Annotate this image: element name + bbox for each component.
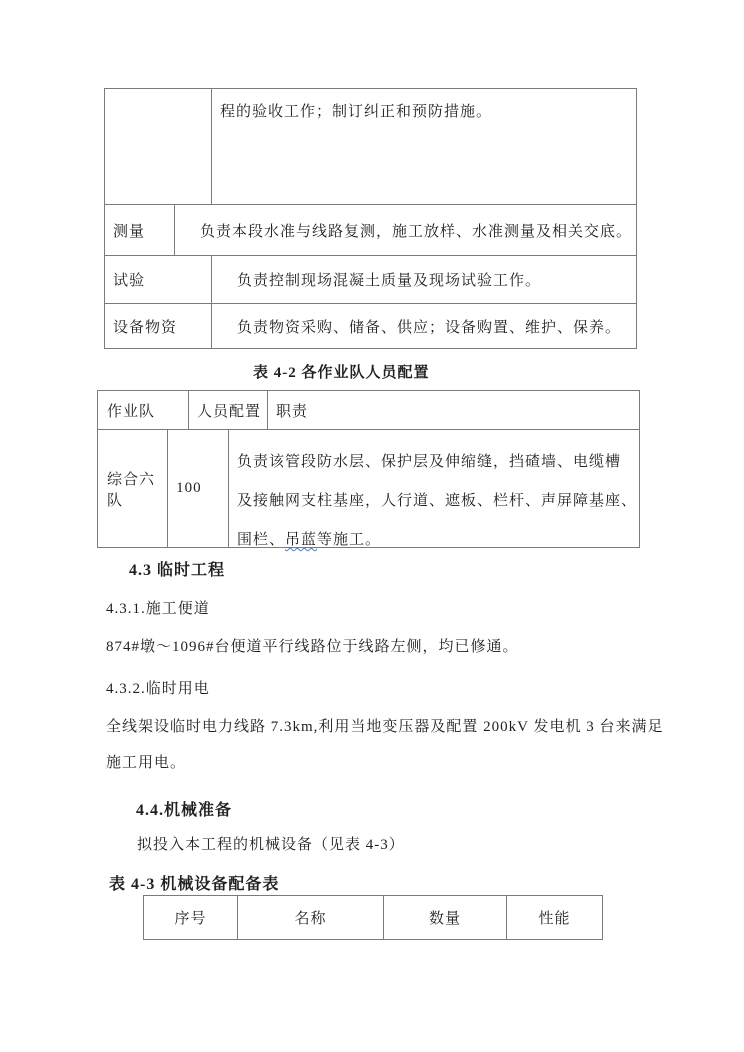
role-name-cell: 测量 (105, 205, 175, 255)
table-row (105, 303, 636, 348)
table-4-3-caption: 表 4-3 机械设备配备表 (109, 876, 280, 893)
column-header-team: 作业队 (98, 391, 189, 429)
table-row (105, 204, 636, 255)
paragraph-haul-road: 874#墩～1096#台便道平行线路位于线路左侧，均已修通。 (106, 639, 519, 655)
duty-line: 负责该管段防水层、保护层及伸缩缝，挡碴墙、电缆槽 (236, 454, 621, 470)
table-4-2-caption: 表 4-2 各作业队人员配置 (253, 365, 430, 381)
role-desc-cell: 负责物资采购、储备、供应；设备购置、维护、保养。 (237, 319, 622, 336)
duty-line-fragment: 围栏、 (236, 532, 285, 548)
role-name-cell: 试验 (105, 256, 212, 303)
role-desc-cell: 负责本段水准与线路复测，施工放样、水准测量及相关交底。 (199, 223, 632, 240)
team-name-cell: 综合六队 (98, 430, 168, 547)
role-desc-cell: 程的验收工作；制订纠正和预防措施。 (220, 104, 493, 120)
table-row (98, 430, 639, 547)
duty-line-fragment: 等施工。 (317, 532, 382, 548)
equipment-table (143, 895, 603, 940)
duty-line: 及接触网支柱基座，人行道、遮板、栏杆、声屏障基座、 (236, 493, 637, 509)
section-4-3-heading: 4.3 临时工程 (129, 562, 226, 579)
duty-cell (229, 430, 639, 547)
role-name-cell (105, 89, 212, 204)
paragraph-machinery-intro: 拟投入本工程的机械设备（见表 4-3） (137, 837, 405, 853)
duty-line (237, 521, 637, 560)
column-header-quantity: 数量 (384, 896, 507, 939)
column-header-name: 名称 (238, 896, 384, 939)
headcount-cell: 100 (168, 430, 229, 547)
role-name-cell: 设备物资 (105, 304, 212, 348)
table-row (105, 89, 636, 204)
column-header-headcount: 人员配置 (189, 391, 268, 429)
paragraph-temp-power-line1: 全线架设临时电力线路 7.3km,利用当地变压器及配置 200kV 发电机 3 台来满足 (106, 719, 664, 735)
table-row (105, 255, 636, 303)
column-header-duty: 职责 (276, 403, 309, 420)
spellcheck-flagged-word: 吊蓝 (285, 532, 318, 548)
role-duties-table (104, 88, 637, 349)
role-desc-cell: 负责控制现场混凝土质量及现场试验工作。 (237, 273, 542, 289)
column-header-performance: 性能 (538, 911, 571, 927)
subsection-4-3-1-heading: 4.3.1.施工便道 (106, 601, 210, 617)
paragraph-temp-power-line2: 施工用电。 (106, 755, 187, 771)
column-header-index: 序号 (144, 896, 238, 939)
subsection-4-3-2-heading: 4.3.2.临时用电 (106, 681, 210, 697)
team-staffing-table (97, 390, 640, 548)
section-4-4-heading: 4.4.机械准备 (136, 802, 233, 819)
table-header-row (98, 391, 639, 430)
